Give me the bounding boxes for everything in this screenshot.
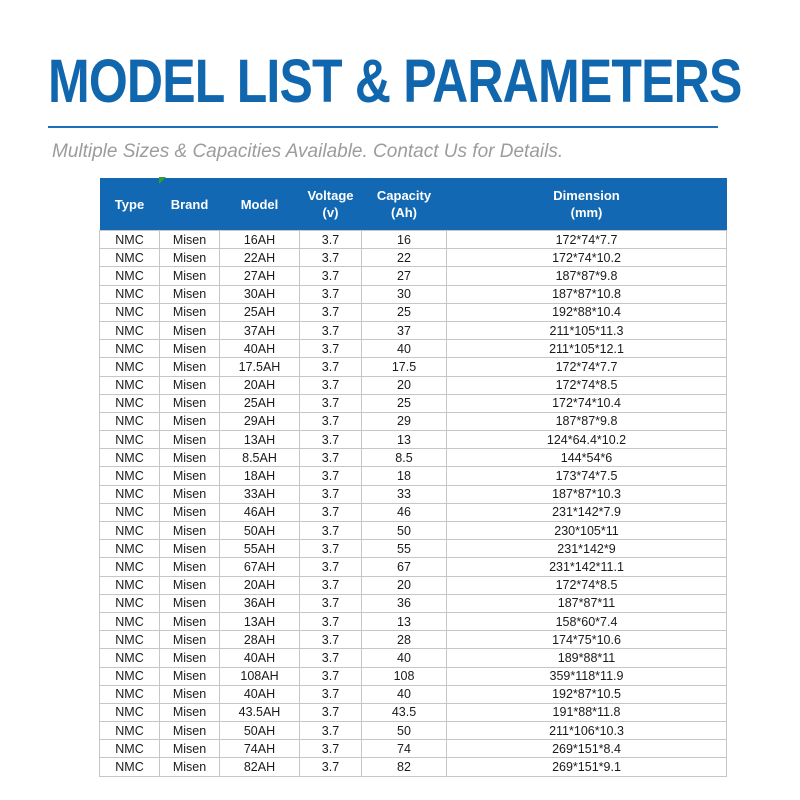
table-cell: NMC (100, 358, 160, 376)
table-cell: Misen (160, 522, 220, 540)
table-cell: 3.7 (300, 758, 362, 776)
table-cell: 16 (362, 231, 447, 249)
table-row (100, 631, 727, 649)
table-cell: 13 (362, 431, 447, 449)
table-row (100, 467, 727, 485)
page-title: MODEL LIST & PARAMETERS (48, 47, 742, 115)
table-cell: Misen (160, 376, 220, 394)
table-cell: 40 (362, 649, 447, 667)
column-header-label: Brand (170, 196, 209, 212)
table-cell: 67AH (220, 558, 300, 576)
table-cell: 3.7 (300, 594, 362, 612)
table-cell: 3.7 (300, 376, 362, 394)
table-cell: 211*105*12.1 (447, 340, 727, 358)
table-cell: 40AH (220, 685, 300, 703)
table-cell: 189*88*11 (447, 649, 727, 667)
table-cell: 20AH (220, 576, 300, 594)
table-cell: 187*87*11 (447, 594, 727, 612)
table-cell: NMC (100, 467, 160, 485)
page-subtitle: Multiple Sizes & Capacities Available. Contact Us for Details. (52, 141, 564, 162)
table-cell: 3.7 (300, 358, 362, 376)
column-header-label: Dimension (553, 188, 620, 203)
table-row (100, 540, 727, 558)
table-cell: 3.7 (300, 394, 362, 412)
table-cell: NMC (100, 249, 160, 267)
table-cell: 158*60*7.4 (447, 612, 727, 630)
table-cell: 3.7 (300, 649, 362, 667)
table-cell: 8.5 (362, 449, 447, 467)
table-cell: 108 (362, 667, 447, 685)
table-cell: Misen (160, 412, 220, 430)
table-cell: Misen (160, 321, 220, 339)
table-cell: NMC (100, 594, 160, 612)
table-cell: 3.7 (300, 558, 362, 576)
table-cell: NMC (100, 285, 160, 303)
table-cell: 3.7 (300, 321, 362, 339)
table-cell: NMC (100, 631, 160, 649)
table-row (100, 303, 727, 321)
table-cell: 43.5 (362, 703, 447, 721)
table-row (100, 594, 727, 612)
table-cell: 40 (362, 685, 447, 703)
table-cell: 172*74*7.7 (447, 358, 727, 376)
table-cell: 3.7 (300, 576, 362, 594)
table-cell: 172*74*8.5 (447, 576, 727, 594)
table-cell: Misen (160, 231, 220, 249)
table-cell: 17.5AH (220, 358, 300, 376)
table-cell: 174*75*10.6 (447, 631, 727, 649)
table-cell: 33 (362, 485, 447, 503)
table-cell: NMC (100, 667, 160, 685)
table-cell: 18 (362, 467, 447, 485)
table-cell: NMC (100, 576, 160, 594)
table-cell: Misen (160, 722, 220, 740)
table-cell: NMC (100, 376, 160, 394)
table-cell: Misen (160, 685, 220, 703)
table-cell: 50AH (220, 722, 300, 740)
title-underline (48, 126, 718, 128)
table-cell: 37 (362, 321, 447, 339)
table-cell: 67 (362, 558, 447, 576)
column-header-model (220, 178, 300, 231)
table-cell: 172*74*10.4 (447, 394, 727, 412)
table-cell: Misen (160, 394, 220, 412)
table-cell: 82AH (220, 758, 300, 776)
table-cell: 3.7 (300, 431, 362, 449)
table-cell: 192*87*10.5 (447, 685, 727, 703)
table-cell: 36 (362, 594, 447, 612)
table-cell: 108AH (220, 667, 300, 685)
table-cell: 3.7 (300, 231, 362, 249)
column-header-capacity (362, 178, 447, 231)
table-row (100, 703, 727, 721)
table-cell: Misen (160, 540, 220, 558)
table-cell: NMC (100, 649, 160, 667)
table-cell: 192*88*10.4 (447, 303, 727, 321)
table-cell: Misen (160, 576, 220, 594)
column-header-dimension (447, 178, 727, 231)
table-row (100, 321, 727, 339)
table-cell: 50 (362, 522, 447, 540)
table-cell: 3.7 (300, 467, 362, 485)
table-cell: 40AH (220, 340, 300, 358)
table-cell: 37AH (220, 321, 300, 339)
table-cell: 3.7 (300, 667, 362, 685)
table-cell: 191*88*11.8 (447, 703, 727, 721)
table-cell: 29 (362, 412, 447, 430)
column-header-brand (160, 178, 220, 231)
table-cell: 359*118*11.9 (447, 667, 727, 685)
table-cell: Misen (160, 467, 220, 485)
table-cell: Misen (160, 285, 220, 303)
table-cell: 3.7 (300, 703, 362, 721)
table-row (100, 740, 727, 758)
table-cell: 82 (362, 758, 447, 776)
table-cell: NMC (100, 558, 160, 576)
table-cell: NMC (100, 703, 160, 721)
table-row (100, 340, 727, 358)
table-row (100, 485, 727, 503)
table-cell: 231*142*7.9 (447, 503, 727, 521)
table-cell: 43.5AH (220, 703, 300, 721)
table-cell: Misen (160, 503, 220, 521)
table-cell: 3.7 (300, 522, 362, 540)
table-cell: 46AH (220, 503, 300, 521)
table-cell: Misen (160, 303, 220, 321)
table-cell: Misen (160, 340, 220, 358)
table-cell: Misen (160, 267, 220, 285)
table-row (100, 231, 727, 249)
table-cell: 172*74*10.2 (447, 249, 727, 267)
table-cell: Misen (160, 703, 220, 721)
table-cell: 46 (362, 503, 447, 521)
table-cell: Misen (160, 667, 220, 685)
table-cell: NMC (100, 758, 160, 776)
table-row (100, 649, 727, 667)
table-header (100, 178, 727, 231)
table-cell: 55AH (220, 540, 300, 558)
table-cell: NMC (100, 412, 160, 430)
table-cell: NMC (100, 740, 160, 758)
table-cell: 231*142*11.1 (447, 558, 727, 576)
table-row (100, 722, 727, 740)
table-cell: 187*87*9.8 (447, 412, 727, 430)
table-row (100, 503, 727, 521)
table-cell: 25AH (220, 303, 300, 321)
table-row (100, 612, 727, 630)
table-cell: 269*151*9.1 (447, 758, 727, 776)
table-cell: 13 (362, 612, 447, 630)
table-row (100, 285, 727, 303)
table-cell: 16AH (220, 231, 300, 249)
table-cell: NMC (100, 522, 160, 540)
table-cell: 28AH (220, 631, 300, 649)
table-cell: NMC (100, 267, 160, 285)
table-row (100, 667, 727, 685)
table-cell: 25 (362, 303, 447, 321)
table-cell: 211*105*11.3 (447, 321, 727, 339)
table-cell: 74AH (220, 740, 300, 758)
table-row (100, 522, 727, 540)
table-cell: NMC (100, 303, 160, 321)
table-cell: 3.7 (300, 412, 362, 430)
table-cell: 29AH (220, 412, 300, 430)
table-cell: 25 (362, 394, 447, 412)
table-cell: 172*74*8.5 (447, 376, 727, 394)
table-cell: 3.7 (300, 503, 362, 521)
table-cell: Misen (160, 594, 220, 612)
table-cell: 27AH (220, 267, 300, 285)
table-cell: 3.7 (300, 631, 362, 649)
table-cell: NMC (100, 485, 160, 503)
table-cell: 18AH (220, 467, 300, 485)
table-cell: NMC (100, 722, 160, 740)
table-row (100, 685, 727, 703)
table-row (100, 431, 727, 449)
table-cell: Misen (160, 431, 220, 449)
table-cell: 28 (362, 631, 447, 649)
table-cell: 144*54*6 (447, 449, 727, 467)
table-row (100, 412, 727, 430)
table-cell: 20 (362, 576, 447, 594)
table-cell: 17.5 (362, 358, 447, 376)
table-cell: Misen (160, 358, 220, 376)
column-header-label: Model (240, 196, 279, 212)
table-cell: 30AH (220, 285, 300, 303)
model-parameters-table (99, 178, 726, 777)
table-cell: 27 (362, 267, 447, 285)
table-cell: 187*87*10.8 (447, 285, 727, 303)
table-cell: 50 (362, 722, 447, 740)
table-cell: NMC (100, 540, 160, 558)
table-cell: Misen (160, 612, 220, 630)
table-cell: NMC (100, 431, 160, 449)
table-cell: Misen (160, 649, 220, 667)
table-cell: Misen (160, 485, 220, 503)
column-header-label: Voltage (307, 188, 354, 203)
table-cell: 55 (362, 540, 447, 558)
table-cell: Misen (160, 449, 220, 467)
table-cell: 20 (362, 376, 447, 394)
table-row (100, 758, 727, 776)
cell-corner-marker-icon (159, 177, 166, 184)
table-cell: 20AH (220, 376, 300, 394)
table-cell: 74 (362, 740, 447, 758)
table-row (100, 558, 727, 576)
table-cell: NMC (100, 231, 160, 249)
table-cell: 30 (362, 285, 447, 303)
table-row (100, 449, 727, 467)
table-cell: Misen (160, 558, 220, 576)
table-cell: Misen (160, 249, 220, 267)
table-cell: 231*142*9 (447, 540, 727, 558)
column-header-sub: (Ah) (391, 205, 417, 220)
column-header-sub: (v) (322, 205, 339, 220)
table-cell: 3.7 (300, 340, 362, 358)
table-cell: 3.7 (300, 722, 362, 740)
table-cell: 3.7 (300, 612, 362, 630)
table-cell: NMC (100, 685, 160, 703)
table-cell: 40 (362, 340, 447, 358)
column-header-label: Capacity (376, 188, 432, 203)
table-cell: 124*64.4*10.2 (447, 431, 727, 449)
table-cell: 230*105*11 (447, 522, 727, 540)
table-cell: 3.7 (300, 285, 362, 303)
table-row (100, 267, 727, 285)
table-cell: 172*74*7.7 (447, 231, 727, 249)
table-cell: NMC (100, 394, 160, 412)
table-cell: 187*87*10.3 (447, 485, 727, 503)
table-cell: 36AH (220, 594, 300, 612)
table-cell: NMC (100, 340, 160, 358)
table-row (100, 249, 727, 267)
table-cell: 3.7 (300, 685, 362, 703)
table-cell: 3.7 (300, 249, 362, 267)
table-row (100, 576, 727, 594)
table-cell: NMC (100, 321, 160, 339)
table-row (100, 394, 727, 412)
table-cell: 3.7 (300, 267, 362, 285)
table-cell: 3.7 (300, 740, 362, 758)
table-cell: 8.5AH (220, 449, 300, 467)
table-cell: 3.7 (300, 485, 362, 503)
column-header-type (100, 178, 160, 231)
table-cell: 3.7 (300, 303, 362, 321)
table-cell: 269*151*8.4 (447, 740, 727, 758)
table-cell: 50AH (220, 522, 300, 540)
table-cell: Misen (160, 740, 220, 758)
table-cell: 13AH (220, 431, 300, 449)
table-cell: NMC (100, 503, 160, 521)
column-header-sub: (mm) (570, 205, 603, 220)
table-row (100, 376, 727, 394)
table-cell: 22 (362, 249, 447, 267)
table-cell: 13AH (220, 612, 300, 630)
column-header-voltage (300, 178, 362, 231)
table-cell: 187*87*9.8 (447, 267, 727, 285)
table-cell: 211*106*10.3 (447, 722, 727, 740)
table-cell: 3.7 (300, 540, 362, 558)
table-cell: NMC (100, 449, 160, 467)
table-cell: Misen (160, 758, 220, 776)
table-cell: 3.7 (300, 449, 362, 467)
table-cell: 33AH (220, 485, 300, 503)
table-cell: 173*74*7.5 (447, 467, 727, 485)
table-cell: NMC (100, 612, 160, 630)
table-cell: 22AH (220, 249, 300, 267)
table-cell: 40AH (220, 649, 300, 667)
table-body (100, 231, 727, 777)
table-cell: Misen (160, 631, 220, 649)
column-header-label: Type (114, 196, 145, 212)
table-cell: 25AH (220, 394, 300, 412)
table-row (100, 358, 727, 376)
